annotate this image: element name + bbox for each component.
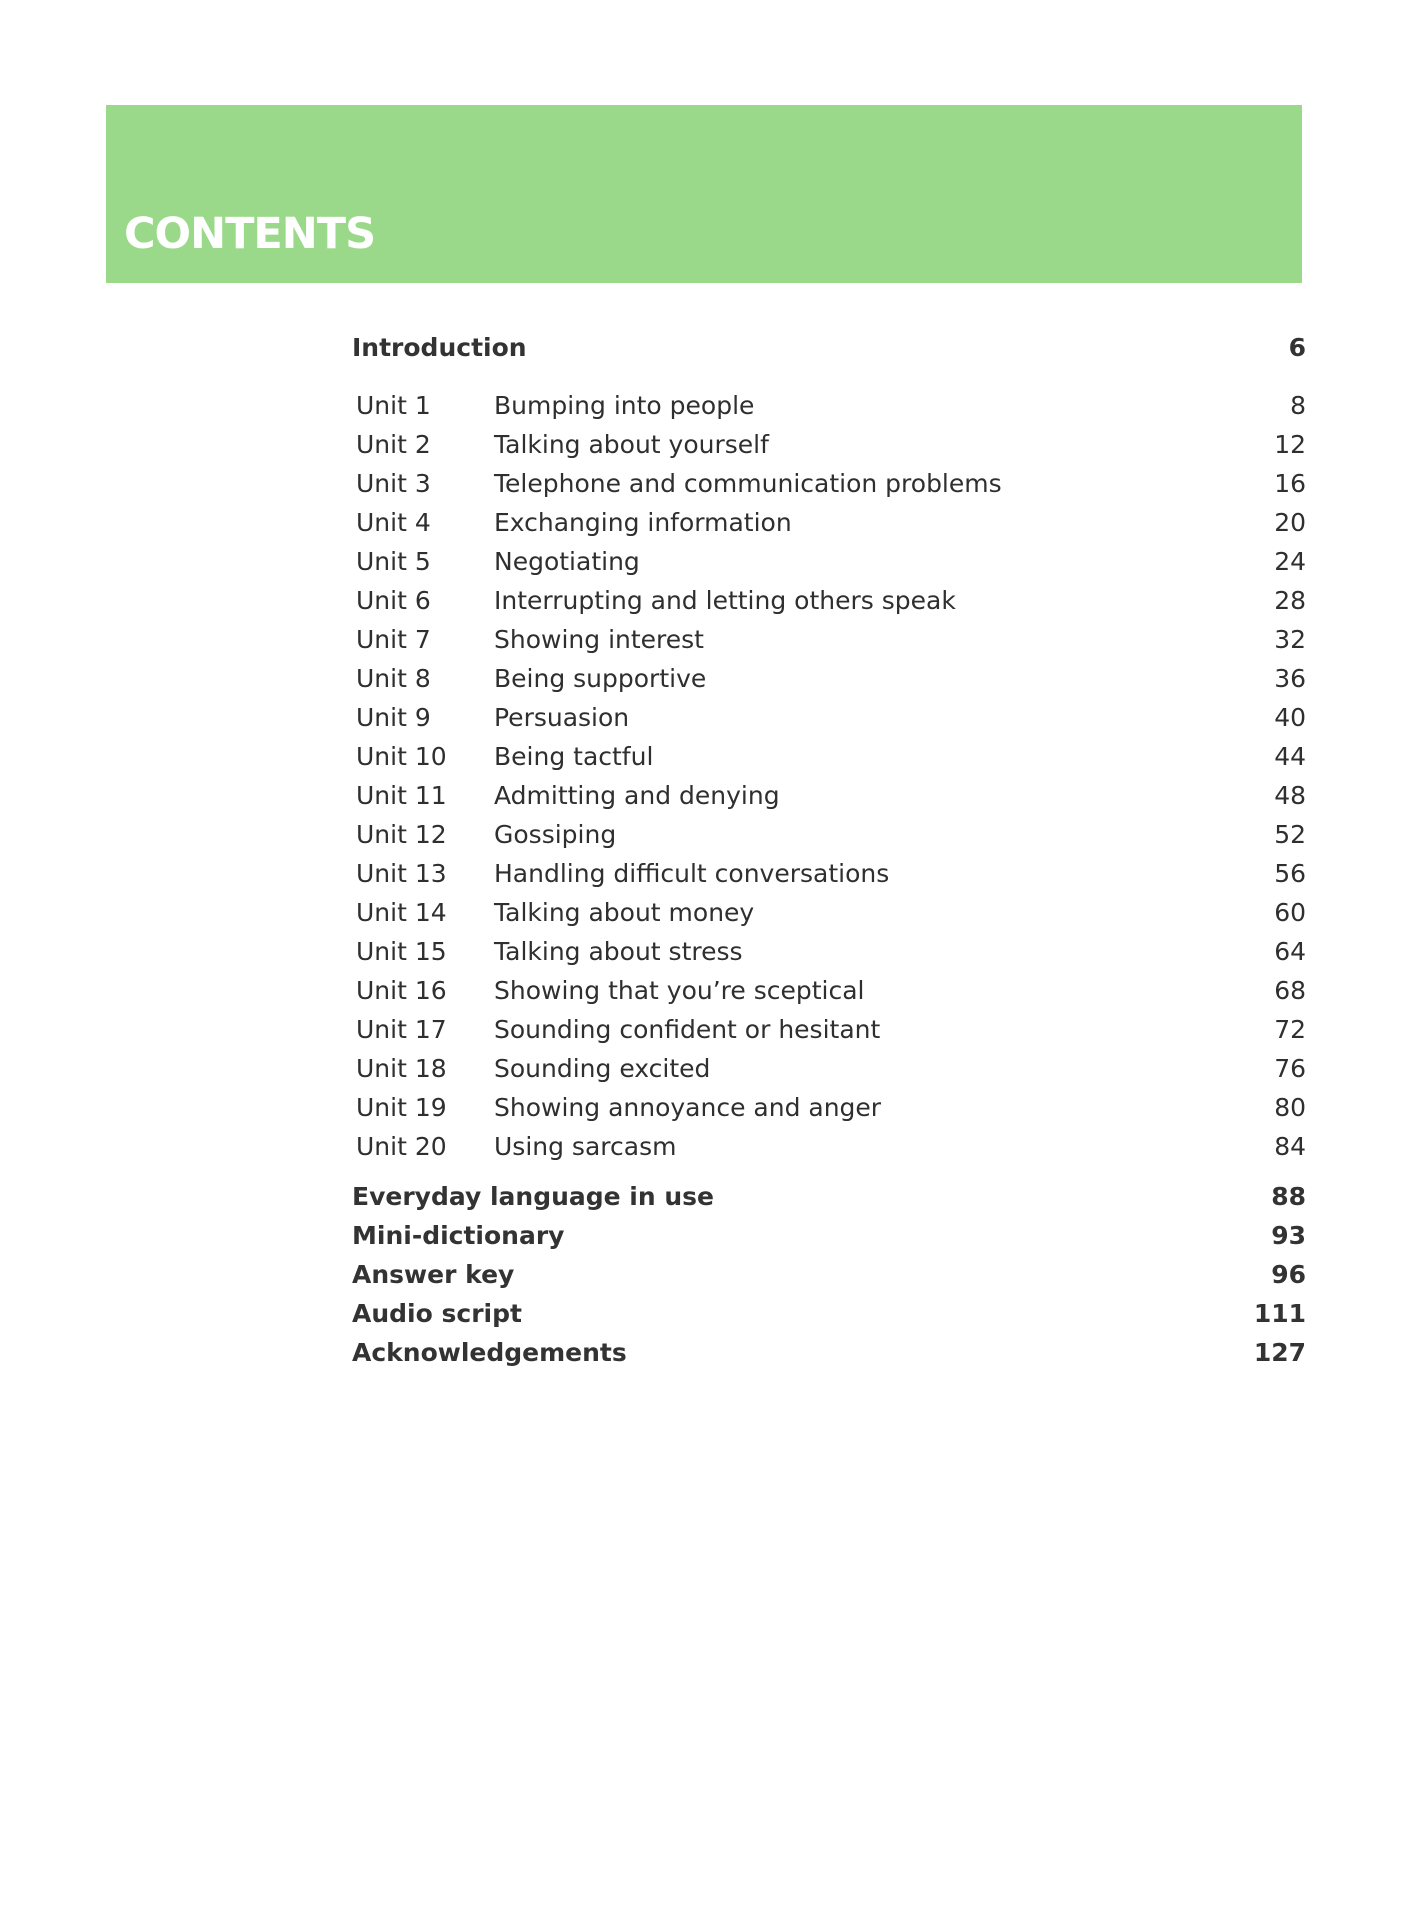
toc-entry-page: 96: [1271, 1260, 1306, 1289]
unit-number: Unit 5: [356, 547, 431, 576]
unit-page: 24: [1274, 547, 1306, 576]
toc-unit-row[interactable]: [352, 1088, 1306, 1127]
unit-title: Sounding confident or hesitant: [494, 1015, 881, 1044]
unit-number: Unit 10: [356, 742, 447, 771]
unit-title: Showing interest: [494, 625, 704, 654]
unit-title: Showing that you’re sceptical: [494, 976, 865, 1005]
unit-title: Exchanging information: [494, 508, 792, 537]
unit-page: 16: [1274, 469, 1306, 498]
toc-unit-row[interactable]: [352, 1049, 1306, 1088]
contents-header-band: [106, 105, 1302, 283]
unit-title: Persuasion: [494, 703, 630, 732]
unit-page: 68: [1274, 976, 1306, 1005]
unit-title: Talking about stress: [494, 937, 743, 966]
unit-title: Using sarcasm: [494, 1132, 677, 1161]
unit-page: 60: [1274, 898, 1306, 927]
unit-page: 64: [1274, 937, 1306, 966]
toc-unit-row[interactable]: [352, 464, 1306, 503]
toc-unit-row[interactable]: [352, 815, 1306, 854]
unit-title: Admitting and denying: [494, 781, 780, 810]
unit-number: Unit 18: [356, 1054, 447, 1083]
spacer: [352, 1166, 1306, 1177]
unit-number: Unit 12: [356, 820, 447, 849]
toc-unit-row[interactable]: [352, 776, 1306, 815]
unit-page: 28: [1274, 586, 1306, 615]
unit-page: 20: [1274, 508, 1306, 537]
unit-title: Gossiping: [494, 820, 617, 849]
unit-number: Unit 8: [356, 664, 431, 693]
unit-title: Talking about money: [494, 898, 755, 927]
unit-number: Unit 6: [356, 586, 431, 615]
toc-entry-answer-key[interactable]: [352, 1255, 1306, 1294]
toc-entry-page: 111: [1253, 1299, 1306, 1328]
unit-title: Telephone and communication problems: [494, 469, 1002, 498]
unit-number: Unit 17: [356, 1015, 447, 1044]
unit-page: 12: [1274, 430, 1306, 459]
toc-entry-page: 127: [1253, 1338, 1306, 1367]
toc-unit-row[interactable]: [352, 542, 1306, 581]
unit-page: 72: [1274, 1015, 1306, 1044]
unit-page: 48: [1274, 781, 1306, 810]
toc-entry-acknowledgements[interactable]: [352, 1333, 1306, 1372]
toc-entry-mini-dictionary[interactable]: [352, 1216, 1306, 1255]
unit-page: 76: [1274, 1054, 1306, 1083]
unit-page: 36: [1274, 664, 1306, 693]
back-matter-list: [352, 1177, 1306, 1372]
toc-entry-page: 6: [1288, 333, 1306, 362]
unit-page: 84: [1274, 1132, 1306, 1161]
unit-title: Bumping into people: [494, 391, 755, 420]
toc-unit-row[interactable]: [352, 893, 1306, 932]
unit-number: Unit 7: [356, 625, 431, 654]
toc-entry-title: Acknowledgements: [352, 1338, 627, 1367]
toc-entry-everyday-language[interactable]: [352, 1177, 1306, 1216]
toc-unit-row[interactable]: [352, 581, 1306, 620]
unit-page: 44: [1274, 742, 1306, 771]
toc-entry-page: 88: [1271, 1182, 1306, 1211]
toc-unit-row[interactable]: [352, 1127, 1306, 1166]
toc-unit-row[interactable]: [352, 425, 1306, 464]
toc-unit-row[interactable]: [352, 854, 1306, 893]
spacer: [352, 367, 1306, 386]
toc-unit-row[interactable]: [352, 737, 1306, 776]
unit-number: Unit 13: [356, 859, 447, 888]
toc-entry-title: Everyday language in use: [352, 1182, 715, 1211]
toc-entry-title: Mini-dictionary: [352, 1221, 565, 1250]
unit-number: Unit 15: [356, 937, 447, 966]
toc-unit-row[interactable]: [352, 1010, 1306, 1049]
unit-title: Being supportive: [494, 664, 707, 693]
unit-title: Showing annoyance and anger: [494, 1093, 882, 1122]
unit-title: Handling difficult conversations: [494, 859, 890, 888]
unit-title: Sounding excited: [494, 1054, 711, 1083]
unit-number: Unit 2: [356, 430, 431, 459]
toc-entry-page: 93: [1271, 1221, 1306, 1250]
unit-list: [352, 386, 1306, 1166]
unit-page: 80: [1274, 1093, 1306, 1122]
toc-unit-row[interactable]: [352, 386, 1306, 425]
toc-entry-title: Introduction: [352, 333, 527, 362]
unit-number: Unit 3: [356, 469, 431, 498]
unit-number: Unit 14: [356, 898, 447, 927]
toc-unit-row[interactable]: [352, 659, 1306, 698]
toc-unit-row[interactable]: [352, 971, 1306, 1010]
toc-entry-introduction[interactable]: [352, 328, 1306, 367]
toc-unit-row[interactable]: [352, 620, 1306, 659]
toc-unit-row[interactable]: [352, 932, 1306, 971]
unit-number: Unit 9: [356, 703, 431, 732]
unit-number: Unit 1: [356, 391, 431, 420]
toc-entry-audio-script[interactable]: [352, 1294, 1306, 1333]
unit-title: Talking about yourself: [494, 430, 769, 459]
unit-number: Unit 4: [356, 508, 431, 537]
unit-number: Unit 19: [356, 1093, 447, 1122]
toc-unit-row[interactable]: [352, 698, 1306, 737]
toc-entry-title: Answer key: [352, 1260, 515, 1289]
unit-number: Unit 20: [356, 1132, 447, 1161]
unit-page: 52: [1274, 820, 1306, 849]
unit-page: 40: [1274, 703, 1306, 732]
unit-number: Unit 11: [356, 781, 447, 810]
toc-unit-row[interactable]: [352, 503, 1306, 542]
unit-page: 32: [1274, 625, 1306, 654]
unit-title: Being tactful: [494, 742, 654, 771]
table-of-contents: [352, 328, 1306, 1372]
unit-title: Negotiating: [494, 547, 640, 576]
toc-entry-title: Audio script: [352, 1299, 522, 1328]
unit-page: 56: [1274, 859, 1306, 888]
unit-number: Unit 16: [356, 976, 447, 1005]
page-title: CONTENTS: [124, 209, 376, 259]
unit-title: Interrupting and letting others speak: [494, 586, 956, 615]
unit-page: 8: [1290, 391, 1306, 420]
